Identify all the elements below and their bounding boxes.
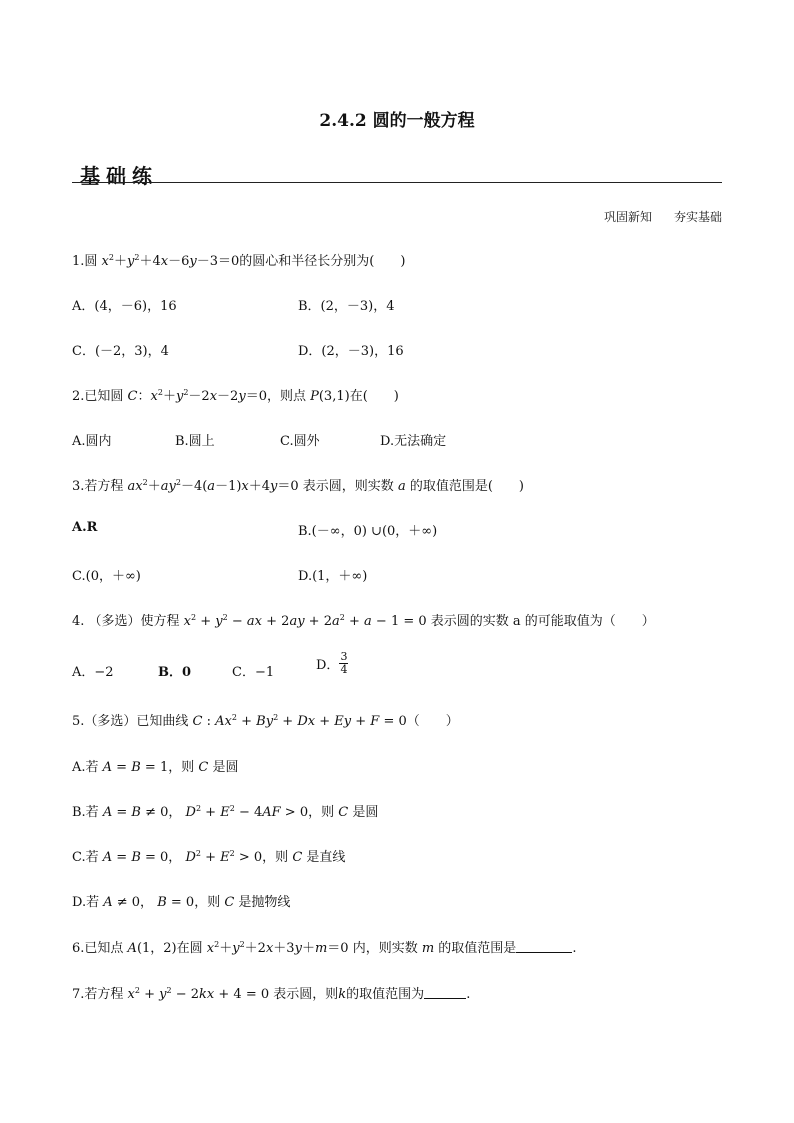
tag-consolidate: 巩固新知 <box>603 210 652 224</box>
q4-option-d-fraction: $\frac{3}{4}$ <box>340 650 348 676</box>
q5-a-condition: A = B = 1 <box>102 760 169 775</box>
q5-c-condition: A = B = 0， $D^2 + E^2 > 0$ <box>102 849 263 865</box>
question-3-option-d[interactable]: D.(1，＋∞) <box>298 569 368 584</box>
q5-b-condition: A = B ≠ 0， $D^2 + E^2 - 4AF > 0$ <box>102 804 309 820</box>
question-2-stem: 2.已知圆 C：$x^2+y^2-2x-2y=0$，则点 P(3,1)在( ) <box>72 388 399 404</box>
section-divider <box>72 182 722 183</box>
q6-point: A(1，2) <box>127 941 177 956</box>
question-1-stem: 1.圆 $x^2+y^2+4x-6y-3=0$的圆心和半径长分别为( ) <box>72 253 406 269</box>
q3-equation: $ax^2+ay^2-4(a-1)x+4y=0$ <box>127 478 303 494</box>
question-1-option-a[interactable]: A．(4，－6)，16 <box>72 299 177 314</box>
q1-equation: $x^2+y^2+4x-6y-3=0$ <box>101 253 240 269</box>
question-3-option-a[interactable]: A.R <box>72 520 98 535</box>
question-1-option-d[interactable]: D．(2，－3)，16 <box>298 344 404 359</box>
question-2-option-c[interactable]: C.圆外 <box>280 434 320 449</box>
q5-d-condition: A ≠ 0， B = 0 <box>103 895 195 910</box>
question-4-option-a[interactable]: A．−2 <box>72 665 114 680</box>
question-1-option-b[interactable]: B．(2，－3)，4 <box>298 299 395 314</box>
tag-foundation: 夯实基础 <box>673 210 722 224</box>
question-5-stem: 5.（多选）已知曲线 C : $Ax^2 + By^2 + Dx + Ey + F = 0$（ ） <box>72 713 459 729</box>
question-2-option-b[interactable]: B.圆上 <box>175 434 215 449</box>
q2-circle-equation: C：$x^2+y^2-2x-2y=0$ <box>127 388 267 404</box>
question-5-option-c[interactable]: C.若 A = B = 0， $D^2 + E^2 > 0$，则 C 是直线 <box>72 849 346 865</box>
q6-circle-equation: $x^2+y^2+2x+3y+m=0$ <box>206 940 353 956</box>
q4-equation: $x^2 + y^2$ − ax + $2ay + 2a^2 + a - 1 = 0$ <box>183 613 431 629</box>
question-7-stem: 7.若方程 $x^2 + y^2 - 2kx + 4 = 0$ 表示圆，则k的取值范围为 . <box>72 986 471 1002</box>
q7-answer-blank[interactable] <box>424 986 466 999</box>
section-tags <box>604 208 722 225</box>
question-4-option-d[interactable]: D． $\frac{3}{4}$ <box>316 650 348 676</box>
q2-point: P(3,1) <box>310 389 350 404</box>
question-3-option-c[interactable]: C.(0，＋∞) <box>72 569 141 584</box>
question-2-option-d[interactable]: D.无法确定 <box>380 434 447 449</box>
question-6-stem: 6.已知点 A(1，2)在圆 $x^2+y^2+2x+3y+m=0$ 内，则实数 m 的取值范围是 . <box>72 940 577 956</box>
q7-equation: $x^2 + y^2 - 2kx + 4 = 0$ <box>127 986 274 1002</box>
question-3-option-b[interactable]: B.(－∞，0) ∪(0，＋∞) <box>298 524 438 539</box>
q5-curve-equation: C : $Ax^2 + By^2 + Dx + Ey + F = 0$ <box>192 713 407 729</box>
question-2-option-a[interactable]: A.圆内 <box>72 434 112 449</box>
question-5-option-b[interactable]: B.若 A = B ≠ 0， $D^2 + E^2 - 4AF > 0$，则 C 是圆 <box>72 804 379 820</box>
section-heading: 基础练 <box>80 164 158 188</box>
q6-answer-blank[interactable] <box>516 940 572 953</box>
question-4-option-b[interactable]: B．0 <box>158 665 192 680</box>
question-1-option-c[interactable]: C．(－2，3)，4 <box>72 344 169 359</box>
page-title: 2.4.2 圆的一般方程 <box>319 111 475 131</box>
question-4-stem: 4. （多选）使方程 $x^2 + y^2$ − ax + $2ay + 2a^2 + a - 1 = 0$ 表示圆的实数 a 的可能取值为（ ） <box>72 613 655 629</box>
question-5-option-a[interactable]: A.若 A = B = 1，则 C 是圆 <box>72 760 239 775</box>
question-5-option-d[interactable]: D.若 A ≠ 0， B = 0，则 C 是抛物线 <box>72 895 291 910</box>
question-3-stem: 3.若方程 $ax^2+ay^2-4(a-1)x+4y=0$ 表示圆，则实数 a 的取值范围是( ) <box>72 478 524 494</box>
question-4-option-c[interactable]: C．−1 <box>232 665 275 680</box>
